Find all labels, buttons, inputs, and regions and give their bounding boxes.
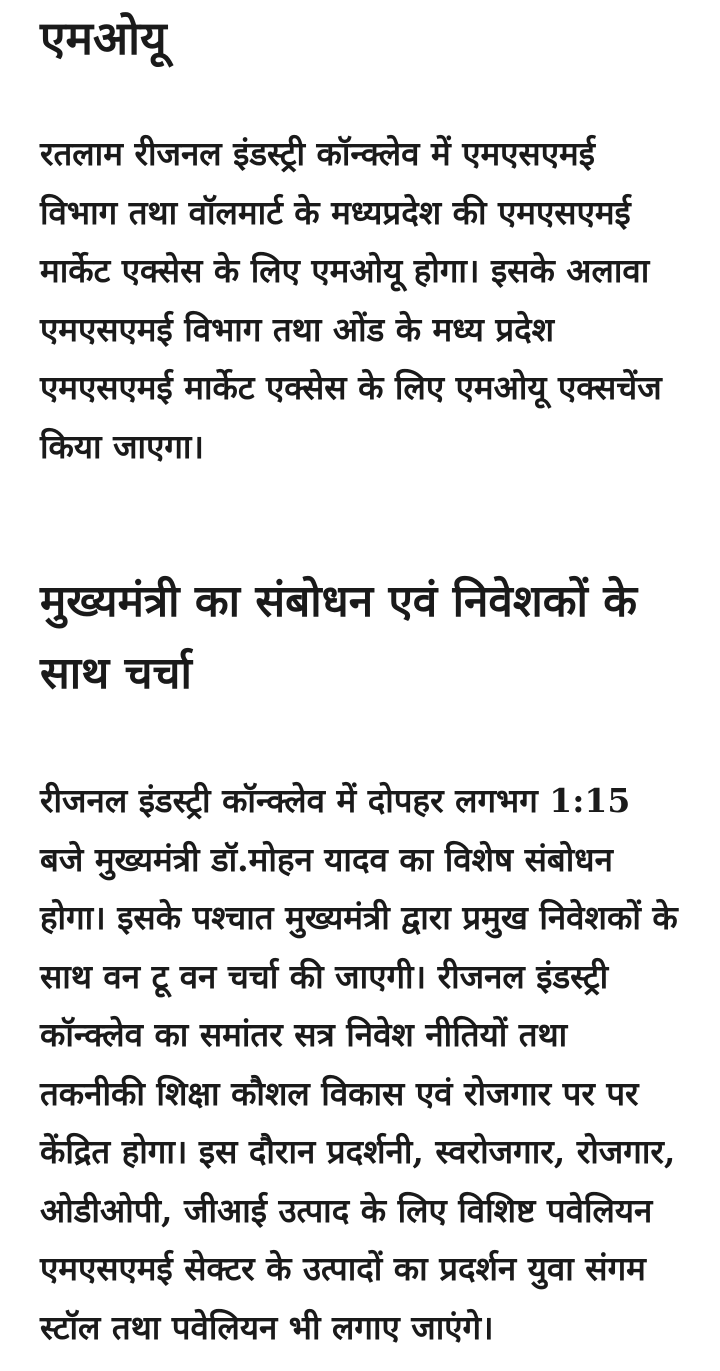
paragraph-cm-address: रीजनल इंडस्ट्री कॉन्क्लेव में दोपहर लगभग 1:15 बजे मुख्यमंत्री डॉ.मोहन यादव का विशेष संबोधन होगा। इसके पश्चात मुख्यमंत्री द्वारा प्रमुख निवेशकों के साथ वन टू वन चर्चा की जाएगी। रीजनल इंडस्ट्री कॉन्क्लेव का समांतर सत्र निवेश नीतियों तथा तकनीकी शिक्षा कौशल विकास एवं रोजगार पर पर केंद्रित होगा। इस दौरान प्रदर्शनी, स्वरोजगार, रोजगार, ओडीओपी, जीआई उत्पाद के लिए विशिष्ट पवेलियन एमएसएमई सेक्टर के उत्पादों का प्रदर्शन युवा संगम स्टॉल तथा पवेलियन भी लगाए जाएंगे। [40, 781, 678, 1347]
section-heading-mou: एमओयू [40, 11, 167, 65]
section-heading-cm-address: मुख्यमंत्री का संबोधन एवं निवेशकों के साथ चर्चा [40, 576, 638, 699]
paragraph-mou: रतलाम रीजनल इंडस्ट्री कॉन्क्लेव में एमएसएमई विभाग तथा वॉलमार्ट के मध्यप्रदेश की एमएसएमई मार्केट एक्सेस के लिए एमओयू होगा। इसके अलावा एमएसएमई विभाग तथा ओंड के मध्य प्रदेश एमएसएमई मार्केट एक्सेस के लिए एमओयू एक्सचेंज किया जाएगा। [40, 134, 662, 466]
